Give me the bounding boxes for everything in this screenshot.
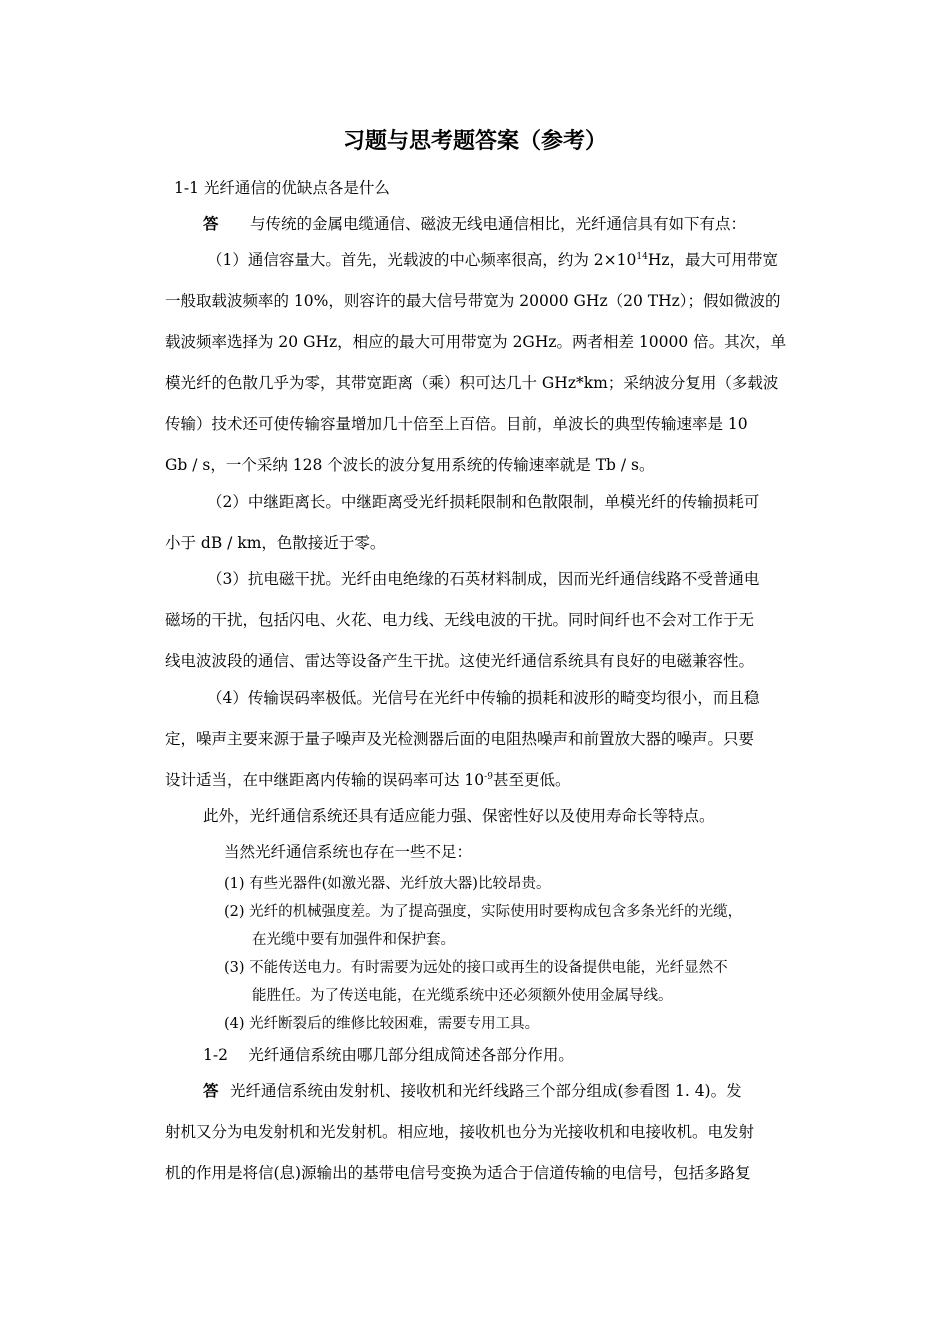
answer-1-intro: 与传统的金属电缆通信、磁波无线电通信相比，光纤通信具有如下有点： — [250, 215, 747, 233]
shortcoming-2: (2) 光纤的机械强度差。为了提高强度，实际使用时要构成包含多条光纤的光缆， — [224, 904, 743, 920]
p1-line-3: 载波频率选择为 20 GHz，相应的最大可用带宽为 2GHz。两者相差 10000 倍。其次，单 — [165, 333, 787, 351]
shortcoming-4: (4) 光纤断裂后的维修比较困难，需要专用工具。 — [224, 1016, 540, 1032]
p3-line-2: 磁场的干扰，包括闪电、火花、电力线、无线电波的干扰。同时间纤也不会对工作于无 — [165, 611, 755, 629]
p4-line-3-b: 甚至更低。 — [492, 771, 571, 789]
p4-line-1: （4）传输误码率极低。光信号在光纤中传输的损耗和波形的畸变均很小，而且稳 — [207, 689, 760, 707]
answer-2-label: 答 — [203, 1082, 219, 1100]
p4-line-3-a: 设计适当，在中继距离内传输的误码率可达 10 — [165, 771, 485, 789]
p1-line-6: Gb / s，一个采纳 128 个波长的波分复用系统的传输速率就是 Tb / s。 — [165, 456, 655, 474]
shortcoming-2-cont: 在光缆中要有加强件和保护套。 — [252, 932, 455, 948]
answer-1-label: 答 — [203, 215, 219, 233]
extra-features: 此外，光纤通信系统还具有适应能力强、保密性好以及使用寿命长等特点。 — [203, 807, 715, 825]
p4-exponent: -9 — [484, 772, 493, 782]
p1-line-1 — [207, 250, 778, 270]
p1-line-1-b: Hz，最大可用带宽 — [647, 251, 779, 269]
p3-line-1: （3）抗电磁干扰。光纤由电绝缘的石英材料制成，因而光纤通信线路不受普通电 — [207, 570, 760, 588]
p1-line-5: 传输）技术还可使传输容量增加几十倍至上百倍。目前，单波长的典型传输速率是 10 — [165, 415, 748, 433]
shortcoming-3-cont: 能胜任。为了传送电能，在光缆系统中还必须额外使用金属导线。 — [252, 988, 673, 1004]
answer-2-line-2: 射机又分为电发射机和光发射机。相应地，接收机也分为光接收机和电接收机。电发射 — [165, 1123, 755, 1141]
p2-line-2: 小于 dB / km，色散接近于零。 — [165, 534, 386, 552]
answer-2-line-1: 光纤通信系统由发射机、接收机和光纤线路三个部分组成(参看图 1. 4)。发 — [230, 1082, 742, 1100]
p4-line-2: 定，噪声主要来源于量子噪声及光检测器后面的电阻热噪声和前置放大器的噪声。只要 — [165, 730, 755, 748]
question-1-heading: 1-1 光纤通信的优缺点各是什么 — [174, 179, 390, 197]
p1-line-4: 模光纤的色散几乎为零，其带宽距离（乘）积可达几十 GHz*km；采纳波分复用（多载波 — [165, 374, 779, 392]
question-2-heading: 1-2 光纤通信系统由哪几部分组成简述各部分作用。 — [203, 1046, 574, 1064]
p1-line-1-a: （1）通信容量大。首先，光载波的中心频率很高，约为 2×10 — [207, 251, 637, 269]
p4-line-3 — [165, 770, 570, 790]
p3-line-3: 线电波波段的通信、雷达等设备产生干扰。这使光纤通信系统具有良好的电磁兼容性。 — [165, 652, 755, 670]
shortcoming-1: (1) 有些光器件(如激光器、光纤放大器)比较昂贵。 — [224, 876, 551, 892]
p2-line-1: （2）中继距离长。中继距离受光纤损耗限制和色散限制，单模光纤的传输损耗可 — [207, 493, 760, 511]
shortcoming-3: (3) 不能传送电力。有时需要为远处的接口或再生的设备提供电能，光纤显然不 — [224, 960, 728, 976]
answer-2-line-3: 机的作用是将信(息)源输出的基带电信号变换为适合于信道传输的电信号，包括多路复 — [165, 1164, 751, 1182]
page-title: 习题与思考题答案（参考） — [342, 129, 607, 154]
shortcomings-intro: 当然光纤通信系统也存在一些不足： — [224, 843, 473, 861]
p1-exponent: 14 — [636, 252, 648, 262]
p1-line-2: 一般取载波频率的 10%，则容许的最大信号带宽为 20000 GHz（20 THz）；假如微波的 — [165, 292, 781, 310]
